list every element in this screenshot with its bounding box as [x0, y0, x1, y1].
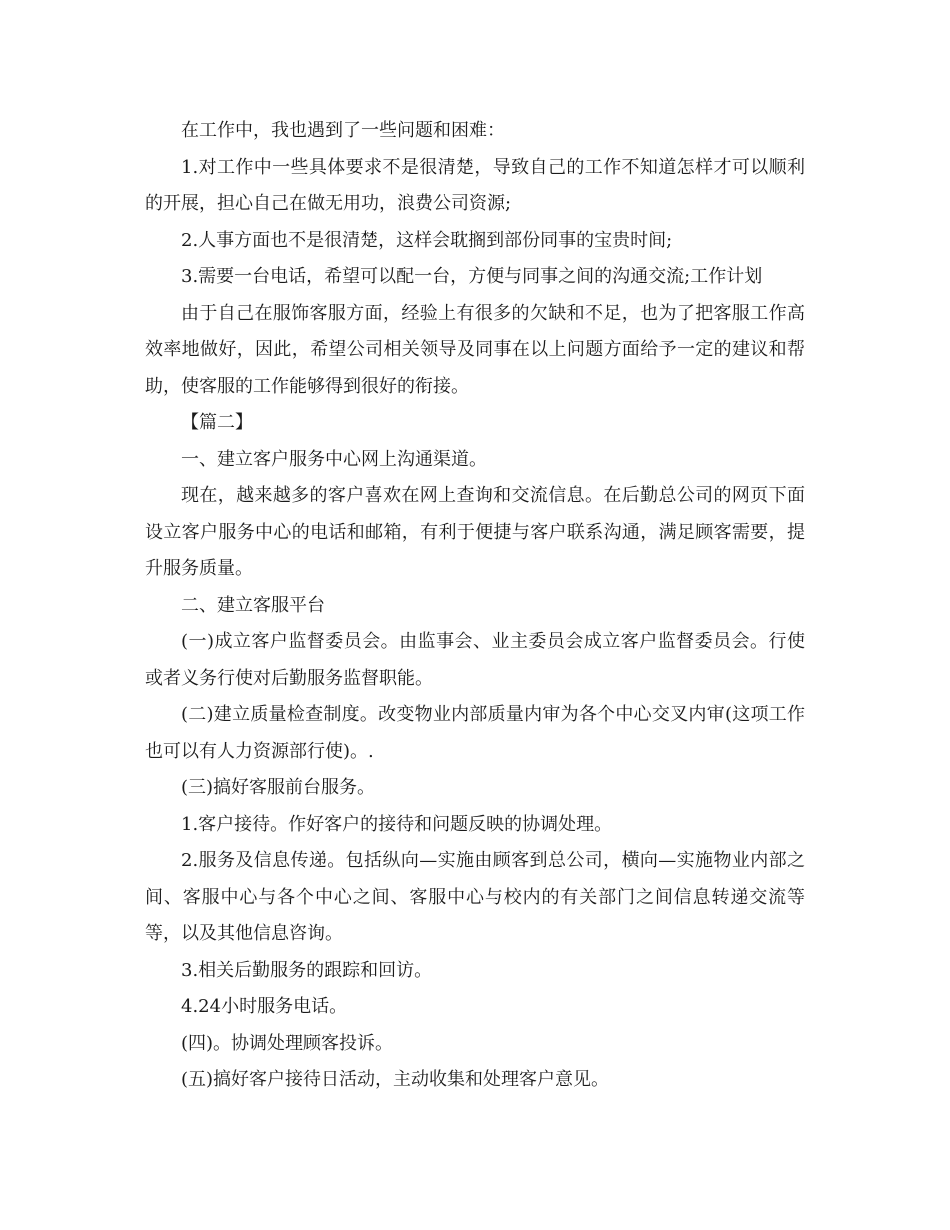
paragraph-problem-3: 3.需要一台电话，希望可以配一台，方便与同事之间的沟通交流;工作计划: [181, 266, 763, 287]
paragraph-platform-1: (一)成立客户监督委员会。由监事会、业主委员会成立客户监督委员会。行使或者义务行使对后勤服务监督职能。: [145, 631, 805, 689]
paragraph-summary: 由于自己在服饰客服方面，经验上有很多的欠缺和不足，也为了把客服工作高效率地做好，因此，希望公司相关领导及同事在以上问题方面给予一定的建议和帮助，使客服的工作能够得到很好的衔接。: [145, 302, 805, 397]
heading-online-channel: 一、建立客户服务中心网上沟通渠道。: [181, 448, 487, 470]
list-item-followup: 3.相关后勤服务的跟踪和回访。: [181, 959, 433, 981]
section-heading-part-two: 【篇二】: [181, 412, 253, 433]
paragraph-platform-3: (三)搞好客服前台服务。: [181, 777, 376, 798]
paragraph-problems-intro: 在工作中，我也遇到了一些问题和困难：: [181, 120, 505, 141]
document-body: [145, 113, 805, 1099]
list-item-hotline: 4.24小时服务电话。: [181, 996, 348, 1017]
paragraph-online-channel: 现在，越来越多的客户喜欢在网上查询和交流信息。在后勤总公司的网页下面设立客户服务中心的电话和邮箱，有利于便捷与客户联系沟通，满足顾客需要，提升服务质量。: [145, 485, 805, 579]
paragraph-problem-2: 2.人事方面也不是很清楚，这样会耽搁到部份同事的宝贵时间;: [181, 229, 673, 251]
heading-service-platform: 二、建立客服平台: [181, 594, 325, 616]
paragraph-platform-2: (二)建立质量检查制度。改变物业内部质量内审为各个中心交叉内审(这项工作也可以有人力资源部行使)。.: [145, 704, 805, 762]
paragraph-platform-5: (五)搞好客户接待日活动，主动收集和处理客户意见。: [181, 1069, 610, 1090]
list-item-reception: 1.客户接待。作好客户的接待和问题反映的协调处理。: [181, 813, 613, 835]
paragraph-platform-4: (四)。协调处理顾客投诉。: [181, 1032, 394, 1054]
paragraph-problem-1: 1.对工作中一些具体要求不是很清楚，导致自己的工作不知道怎样才可以顺利的开展，担心自己在做无用功，浪费公司资源;: [145, 156, 805, 214]
list-item-information: 2.服务及信息传递。包括纵向—实施由顾客到总公司，横向—实施物业内部之间、客服中心与各个中心之间、客服中心与校内的有关部门之间信息转递交流等等，以及其他信息咨询。: [145, 850, 805, 944]
